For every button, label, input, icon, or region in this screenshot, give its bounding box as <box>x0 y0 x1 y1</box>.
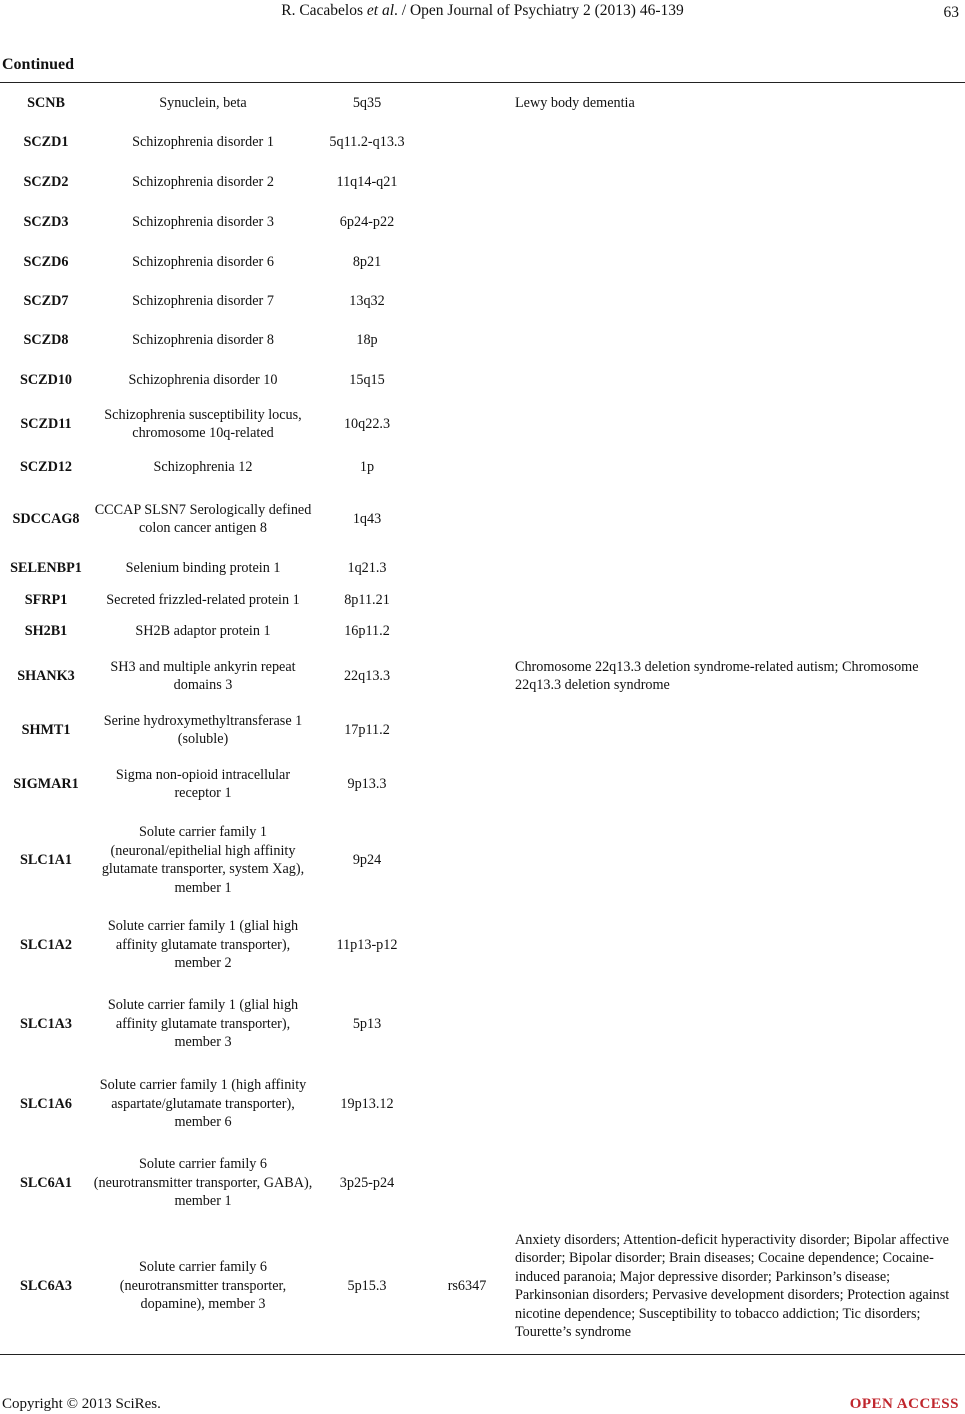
gene-disorders: Chromosome 22q13.3 deletion syndrome-related autism; Chromosome 22q13.3 deletion syndrome <box>515 658 919 693</box>
gene-snp <box>425 616 509 646</box>
gene-disorders <box>515 552 960 584</box>
gene-name: SH2B adaptor protein 1 <box>135 622 271 639</box>
gene-name: Schizophrenia disorder 2 <box>132 173 274 190</box>
gene-snp <box>425 400 509 448</box>
gene-disorders <box>515 360 960 400</box>
gene-locus: 5q11.2-q13.3 <box>329 133 405 150</box>
table-row <box>0 616 965 646</box>
gene-disorders <box>515 122 960 162</box>
gene-disorders <box>515 448 960 486</box>
gene-disorders <box>515 282 960 320</box>
gene-locus: 6p24-p22 <box>339 213 395 230</box>
gene-symbol: SLC6A3 <box>19 1277 73 1294</box>
gene-disorders <box>515 706 960 754</box>
gene-locus: 5p13 <box>352 1015 382 1032</box>
gene-name: Sigma non-opioid intracellular receptor 1 <box>115 766 291 801</box>
gene-name: Solute carrier family 6 (neurotransmitter transporter, GABA), member 1 <box>93 1156 313 1210</box>
gene-snp <box>425 202 509 242</box>
gene-disorders: Lewy body dementia <box>515 94 635 111</box>
table-row <box>0 360 965 400</box>
table-row <box>0 646 965 706</box>
gene-locus: 9p13.3 <box>347 775 387 792</box>
running-title-journal: . / Open Journal of Psychiatry 2 (2013) 46-139 <box>394 2 684 19</box>
gene-locus: 17p11.2 <box>344 721 390 738</box>
gene-snp <box>425 360 509 400</box>
table-row <box>0 584 965 616</box>
gene-symbol: SELENBP1 <box>10 559 82 576</box>
table-continued-label: Continued <box>2 56 75 73</box>
gene-locus: 18p <box>356 331 378 348</box>
table-row <box>0 162 965 202</box>
gene-disorders <box>515 320 960 360</box>
gene-snp <box>425 162 509 202</box>
gene-symbol: SCZD12 <box>19 458 73 475</box>
gene-name: Schizophrenia disorder 6 <box>132 253 274 270</box>
table-row <box>0 282 965 320</box>
running-title <box>0 2 965 20</box>
gene-name: Schizophrenia disorder 1 <box>132 133 274 150</box>
copyright-notice: Copyright © 2013 SciRes. <box>2 1396 161 1412</box>
gene-snp <box>425 646 509 706</box>
gene-name: Schizophrenia disorder 3 <box>132 213 274 230</box>
gene-locus: 8p21 <box>352 253 382 270</box>
open-access-label: OPEN ACCESS <box>849 1396 959 1412</box>
gene-symbol: SCZD6 <box>23 253 69 270</box>
gene-disorders <box>515 242 960 282</box>
gene-symbol: SIGMAR1 <box>13 775 79 792</box>
table-row <box>0 84 965 122</box>
gene-symbol: SLC1A6 <box>19 1095 73 1112</box>
table-row <box>0 486 965 552</box>
table-row <box>0 400 965 448</box>
gene-name: Serine hydroxymethyltransferase 1 (soluble) <box>103 712 303 747</box>
gene-symbol: SDCCAG8 <box>12 510 80 527</box>
table-row <box>0 814 965 906</box>
gene-snp <box>425 242 509 282</box>
gene-snp <box>425 448 509 486</box>
gene-disorders <box>515 1064 960 1144</box>
table-row <box>0 1064 965 1144</box>
gene-locus: 1p <box>359 458 375 475</box>
gene-locus: 16p11.2 <box>344 622 390 639</box>
gene-symbol: SCZD11 <box>20 415 72 432</box>
gene-symbol: SHANK3 <box>17 667 75 684</box>
gene-name: Solute carrier family 1 (glial high affinity glutamate transporter), member 3 <box>107 997 299 1051</box>
gene-snp <box>425 1064 509 1144</box>
gene-name: CCCAP SLSN7 Serologically defined colon cancer antigen 8 <box>94 501 312 536</box>
gene-name: Solute carrier family 1 (glial high affinity glutamate transporter), member 2 <box>107 918 299 972</box>
gene-snp <box>425 706 509 754</box>
gene-symbol: SCNB <box>27 94 65 111</box>
gene-snp <box>425 486 509 552</box>
running-title-authors: R. Cacabelos <box>281 2 367 19</box>
gene-symbol: SLC1A2 <box>19 936 73 953</box>
table-row <box>0 448 965 486</box>
gene-symbol: SCZD10 <box>19 371 73 388</box>
gene-symbol: SCZD7 <box>23 292 69 309</box>
gene-snp <box>425 552 509 584</box>
table-row <box>0 754 965 814</box>
gene-name: Secreted frizzled-related protein 1 <box>106 591 300 608</box>
gene-symbol: SHMT1 <box>21 721 71 738</box>
gene-name: Schizophrenia disorder 10 <box>128 371 278 388</box>
gene-symbol: SCZD8 <box>23 331 69 348</box>
table-bottom-rule <box>0 1354 965 1355</box>
table-row <box>0 320 965 360</box>
gene-name: SH3 and multiple ankyrin repeat domains 3 <box>110 658 296 693</box>
gene-disorders <box>515 400 960 448</box>
gene-name: Schizophrenia susceptibility locus, chromosome 10q-related <box>104 406 302 441</box>
gene-locus: 9p24 <box>352 851 382 868</box>
gene-symbol: SFRP1 <box>24 591 68 608</box>
gene-disorders <box>515 202 960 242</box>
gene-name: Solute carrier family 6 (neurotransmitter transporter, dopamine), member 3 <box>119 1259 287 1313</box>
table-row <box>0 906 965 984</box>
gene-locus: 3p25-p24 <box>339 1174 395 1191</box>
gene-snp <box>425 320 509 360</box>
gene-name: Solute carrier family 1 (neuronal/epithelial high affinity glutamate transporter, system Xag), member 1 <box>101 824 305 896</box>
gene-snp <box>425 984 509 1064</box>
table-row <box>0 242 965 282</box>
gene-symbol: SCZD3 <box>23 213 69 230</box>
gene-locus: 8p11.21 <box>344 591 390 608</box>
gene-disorders <box>515 906 960 984</box>
gene-symbol: SCZD1 <box>23 133 69 150</box>
gene-locus: 5q35 <box>352 94 382 111</box>
gene-disorders <box>515 754 960 814</box>
page-header <box>0 0 965 24</box>
gene-name: Synuclein, beta <box>159 94 247 111</box>
gene-name: Schizophrenia disorder 8 <box>132 331 274 348</box>
gene-symbol: SLC6A1 <box>19 1174 73 1191</box>
gene-disorders <box>515 162 960 202</box>
gene-name: Selenium binding protein 1 <box>125 559 281 576</box>
gene-snp <box>425 906 509 984</box>
gene-locus: 1q21.3 <box>347 559 387 576</box>
page-number: 63 <box>943 4 959 21</box>
gene-disorders <box>515 984 960 1064</box>
gene-snp <box>425 282 509 320</box>
gene-name: Schizophrenia 12 <box>153 458 253 475</box>
running-title-etal: et al <box>366 2 395 19</box>
gene-locus: 15q15 <box>349 371 385 388</box>
gene-snp <box>425 814 509 906</box>
table-row <box>0 552 965 584</box>
gene-symbol: SLC1A1 <box>19 851 73 868</box>
table-row <box>0 984 965 1064</box>
gene-symbol: SCZD2 <box>23 173 69 190</box>
gene-snp <box>425 754 509 814</box>
gene-snp <box>425 84 509 122</box>
gene-locus: 13q32 <box>349 292 385 309</box>
gene-disorders <box>515 584 960 616</box>
gene-locus: 1q43 <box>352 510 382 527</box>
gene-snp <box>425 584 509 616</box>
gene-symbol: SH2B1 <box>24 622 68 639</box>
gene-locus: 5p15.3 <box>347 1277 387 1294</box>
gene-disorders: Anxiety disorders; Attention-deficit hyperactivity disorder; Bipolar affective disorder; Bipolar disorder; Brain diseases; Cocaine dependence; Cocaine-induced paranoia; Major depressive disorder; Parkinson’s disease; Parkinsonian disorders; Pervasive development disorders; Protection against nicotine dependence; Susceptibility to tobacco addiction; Tic disorders; Tourette’s syndrome <box>515 1231 950 1340</box>
gene-name: Solute carrier family 1 (high affinity aspartate/glutamate transporter), member 6 <box>99 1077 307 1131</box>
gene-snp: rs6347 <box>447 1277 487 1294</box>
table-row <box>0 1222 965 1350</box>
gene-locus: 22q13.3 <box>343 667 391 684</box>
gene-name: Schizophrenia disorder 7 <box>132 292 274 309</box>
gene-symbol: SLC1A3 <box>19 1015 73 1032</box>
gene-locus: 11q14-q21 <box>336 173 398 190</box>
gene-snp <box>425 1144 509 1222</box>
table-row <box>0 122 965 162</box>
table-row <box>0 202 965 242</box>
gene-snp <box>425 122 509 162</box>
table-row <box>0 706 965 754</box>
table-row <box>0 1144 965 1222</box>
table-top-rule <box>0 82 965 83</box>
gene-locus: 11p13-p12 <box>336 936 398 953</box>
gene-disorders <box>515 814 960 906</box>
gene-locus: 19p13.12 <box>340 1095 394 1112</box>
gene-disorders <box>515 1144 960 1222</box>
gene-disorders <box>515 486 960 552</box>
gene-locus: 10q22.3 <box>343 415 391 432</box>
gene-disorders <box>515 616 960 646</box>
